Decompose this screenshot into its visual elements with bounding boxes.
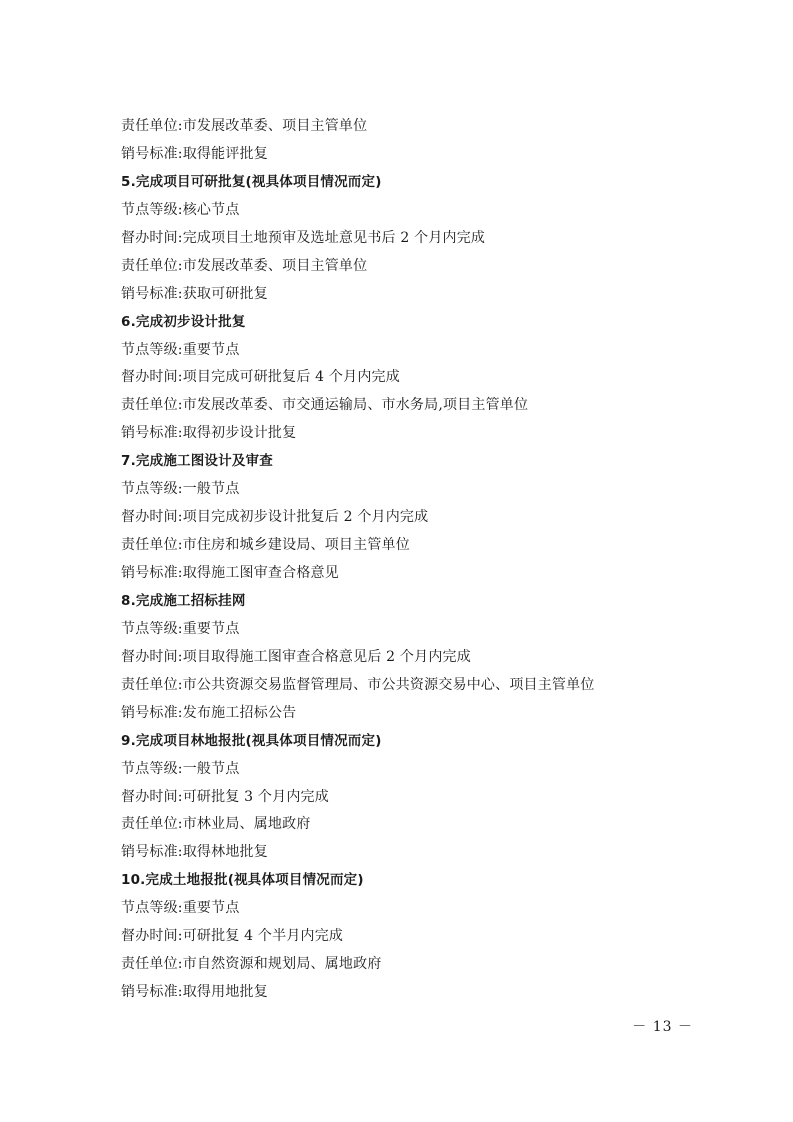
page-number: － 13 －: [632, 1019, 693, 1035]
section-heading: 8.完成施工招标挂网: [121, 592, 246, 609]
body-text-line: 节点等级:一般节点: [121, 760, 240, 777]
document-body: [121, 113, 721, 1007]
body-text-line: 节点等级:一般节点: [121, 481, 240, 498]
section-heading: 10.完成土地报批(视具体项目情况而定): [121, 872, 364, 889]
body-text-line: 责任单位:市发展改革委、市交通运输局、市水务局,项目主管单位: [121, 397, 529, 414]
body-text-line: 责任单位:市住房和城乡建设局、项目主管单位: [121, 537, 410, 554]
body-text-line: 节点等级:重要节点: [121, 620, 240, 637]
body-text-line: 销号标准:取得用地批复: [121, 984, 268, 1001]
section-heading: 6.完成初步设计批复: [121, 313, 246, 330]
section-heading: 7.完成施工图设计及审查: [121, 453, 273, 470]
body-text-line: 责任单位:市自然资源和规划局、属地政府: [121, 956, 382, 973]
body-text-line: 销号标准:发布施工招标公告: [121, 704, 297, 721]
body-text-line: 责任单位:市发展改革委、项目主管单位: [121, 257, 368, 274]
body-text-line: 销号标准:取得初步设计批复: [121, 425, 297, 442]
body-text-line: 督办时间:项目取得施工图审查合格意见后 2 个月内完成: [121, 648, 471, 665]
body-text-line: 销号标准:获取可研批复: [121, 285, 268, 302]
body-text-line: 督办时间:项目完成初步设计批复后 2 个月内完成: [121, 509, 429, 526]
body-text-line: 督办时间:项目完成可研批复后 4 个月内完成: [121, 369, 400, 386]
body-text-line: 责任单位:市发展改革委、项目主管单位: [121, 118, 368, 134]
body-text-line: 督办时间:完成项目土地预审及选址意见书后 2 个月内完成: [121, 229, 486, 246]
body-text-line: 销号标准:取得林地批复: [121, 844, 268, 861]
body-text-line: 督办时间:可研批复 4 个半月内完成: [121, 928, 344, 945]
body-text-line: 责任单位:市公共资源交易监督管理局、市公共资源交易中心、项目主管单位: [121, 676, 595, 693]
body-text-line: 销号标准:取得施工图审查合格意见: [121, 565, 339, 581]
section-heading: 9.完成项目林地报批(视具体项目情况而定): [121, 732, 382, 749]
body-text-line: 节点等级:核心节点: [121, 201, 240, 218]
section-heading: 5.完成项目可研批复(视具体项目情况而定): [121, 173, 382, 190]
body-text-line: 督办时间:可研批复 3 个月内完成: [121, 788, 329, 805]
body-text-line: 节点等级:重要节点: [121, 341, 240, 358]
body-text-line: 销号标准:取得能评批复: [121, 145, 268, 162]
body-text-line: 节点等级:重要节点: [121, 900, 240, 917]
body-text-line: 责任单位:市林业局、属地政府: [121, 816, 311, 833]
